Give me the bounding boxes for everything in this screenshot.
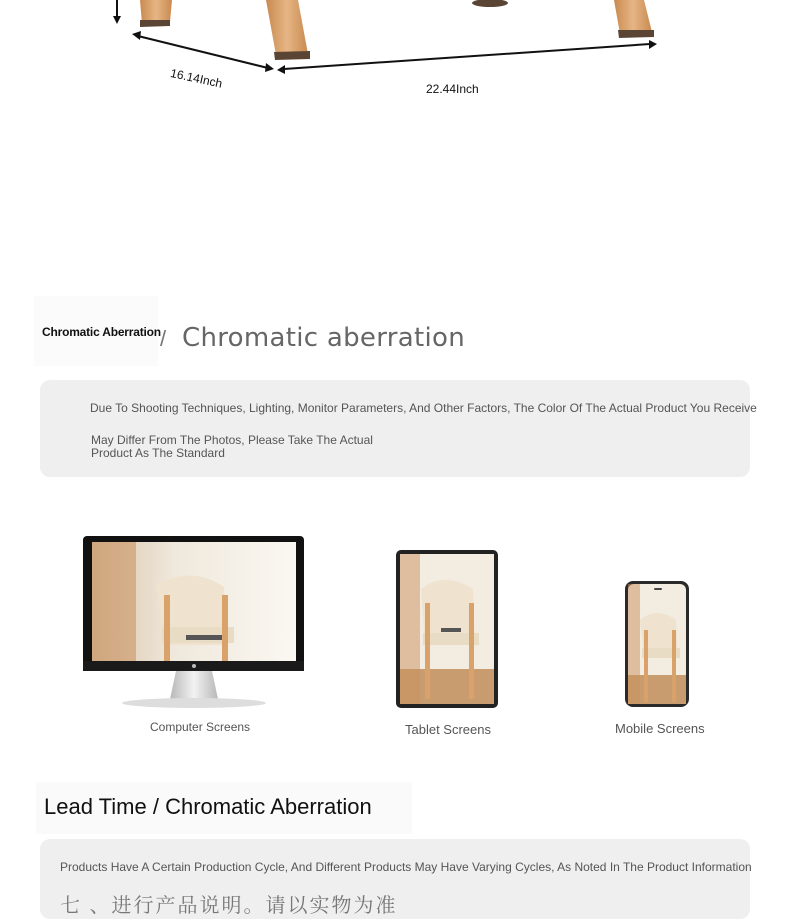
chromatic-notice-line-1: Due To Shooting Techniques, Lighting, Monitor Parameters, And Other Factors, The Color Of The Actual Product You Receive — [90, 401, 757, 415]
chromatic-notice-line-2: May Differ From The Photos, Please Take The Actual Product As The Standard — [91, 433, 373, 460]
chromatic-notice-panel — [40, 380, 750, 477]
computer-screens-caption: Computer Screens — [150, 720, 251, 734]
chair-leg-back-right — [472, 0, 508, 7]
section-title: Chromatic aberration — [182, 323, 465, 353]
lead-time-notice-line-1: Products Have A Certain Production Cycle, And Different Products May Have Varying Cycles, As Noted In The Product Information — [60, 860, 752, 874]
lead-time-title: Lead Time / Chromatic Aberration — [44, 794, 372, 819]
chair-leg-front-right — [614, 0, 654, 38]
width-dimension-label: 22.44Inch — [426, 82, 479, 96]
computer-screen-image — [82, 535, 306, 711]
mobile-screen-image — [624, 580, 692, 710]
chair-dimension-diagram — [0, 0, 790, 130]
chair-leg-front-left — [266, 0, 310, 60]
depth-dimension-label: 16.14Inch — [169, 66, 224, 91]
chair-leg-back-left — [140, 0, 172, 27]
tablet-screen-image — [395, 549, 501, 709]
mobile-screens-caption: Mobile Screens — [615, 721, 705, 736]
section-tag: Chromatic Aberration — [42, 325, 161, 339]
lead-time-notice-line-2: 七 、进行产品说明。请以实物为准 — [60, 895, 398, 917]
tablet-screens-caption: Tablet Screens — [405, 722, 491, 737]
title-separator: / — [160, 326, 167, 351]
